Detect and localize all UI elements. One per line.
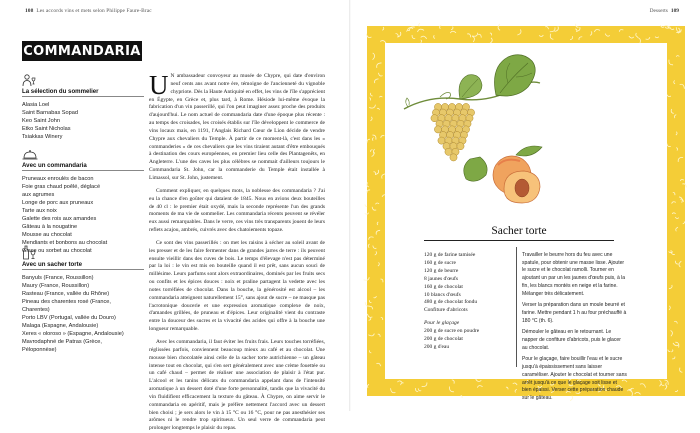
list-item: Foie gras chaud poêlé, déglacé xyxy=(22,183,101,190)
running-header-right xyxy=(650,8,682,14)
frame-speckle xyxy=(416,388,419,392)
frame-speckle xyxy=(467,34,471,38)
frame-speckle xyxy=(449,387,454,392)
frame-speckle xyxy=(671,349,673,351)
list-item: Mendiants et bonbons au chocolat xyxy=(22,240,108,247)
recipe-title: Sacher torte xyxy=(424,225,614,241)
frame-speckle xyxy=(675,261,678,264)
frame-speckle xyxy=(682,184,686,188)
frame-speckle xyxy=(451,27,453,30)
frame-speckle xyxy=(666,94,671,97)
frame-speckle xyxy=(676,148,677,151)
frame-speckle xyxy=(590,31,592,35)
frame-speckle xyxy=(661,384,664,386)
recipe-step: Verser la préparation dans un moule beurré et farine. Mettre pendant 1 h au four préchauffé à 180 °C (th. 6). xyxy=(522,302,627,324)
list-item: Saint Barnabas Sopad xyxy=(22,109,78,116)
frame-speckle xyxy=(619,30,623,32)
frame-speckle xyxy=(674,115,676,118)
page-number-right: 109 xyxy=(670,8,679,14)
frame-speckle xyxy=(550,34,553,40)
list-item: Keo Saint John xyxy=(22,117,60,124)
frame-speckle xyxy=(381,136,385,138)
frame-speckle xyxy=(666,383,668,387)
list-item: Pineau des charentes rosé (France, xyxy=(22,298,111,305)
article-paragraph: Comment expliquer, en quelques mots, la noblesse des commandaria ? J'ai eu la chance d'en goûter qui dataient de 1845. Nous en avions deux bouteilles de 40 cl : le premier était oxydé, mais la seconde représente l'un des grands moments de ma vie de sommelier. Les commandaria récents peuvent se révéler eux aussi remarquables. Dans le verre, ces vins très transparents jouent de leurs reflets acajou, ambrés, cuivrés avec des chatoiements topaze. xyxy=(149,187,325,234)
list-item: Porto LBV (Portugal, vallée du Douro) xyxy=(22,315,116,322)
frame-speckle xyxy=(673,192,675,195)
article-paragraph: U N ambassadeur convoyeur au musée de Chypre, qui date d'environ neuf cents ans avant notre ère, témoigne de l'ancienneté du vignoble chypriote. Dès la Haute Antiquité en effet, les vins de l'île s'apprécient en Égypte, en Grèce et, plus tard, à Rome. Hésiode lui-même évoque la fabrication d'un vin passerillé, qui l'on peut imaginer assez proche des produits d'aujourd'hui. Le nom actuel de commandaria date d'une époque plus récente : au temps des croisades, les croisés établis sur l'île développent le commerce de vins locaux mais, en 1191, l'Anglais Richard Cœur de Lion décide de vendre Chypre aux chevaliers du Temple. À partir de ce moment-là, c'est dans les « commanderies » de ces chevaliers que les vins tiraient autant d'être embouqués à destination des cours européennes, en premier lieu celle des Plantagenêts, en Angleterre. L'une des caves les plus célèbres se nommait d'ailleurs toujours le Commandaria St. John, car la commanderie du Temple était installée à Limassol, sur St. John, justement. xyxy=(149,70,325,181)
frame-speckle xyxy=(674,321,677,323)
frame-speckle xyxy=(372,152,374,157)
frame-speckle xyxy=(376,230,380,234)
frame-speckle xyxy=(605,34,610,37)
frame-speckle xyxy=(417,29,424,32)
frame-speckle xyxy=(594,30,600,33)
frame-speckle xyxy=(506,387,508,389)
ingredient: 480 g de chocolat fondu xyxy=(424,299,478,306)
column-divider xyxy=(516,247,517,367)
grape xyxy=(450,154,457,161)
grapes-vine-peach-illustration xyxy=(400,47,550,207)
grape xyxy=(445,148,452,155)
frame-speckle xyxy=(461,395,463,398)
frame-speckle xyxy=(378,73,382,76)
commandaria-heading: Avec un commandaria xyxy=(22,162,87,169)
drop-cap: U xyxy=(149,70,169,100)
frame-speckle xyxy=(376,363,380,366)
frame-speckle xyxy=(570,36,573,40)
list-item: Banyuls (France, Roussillon) xyxy=(22,274,94,281)
frame-speckle xyxy=(365,302,370,306)
frame-speckle xyxy=(434,35,435,38)
divider xyxy=(22,269,144,270)
frame-speckle xyxy=(659,380,661,386)
frame-speckle xyxy=(365,204,367,206)
frame-speckle xyxy=(366,34,371,38)
frame-speckle xyxy=(678,157,683,162)
frame-speckle xyxy=(391,388,396,393)
grape xyxy=(434,126,441,133)
grape xyxy=(457,143,464,150)
frame-speckle xyxy=(669,306,670,310)
frame-speckle xyxy=(368,334,374,336)
frame-speckle xyxy=(498,24,500,30)
ingredient: 120 g de farine tamisée xyxy=(424,252,476,258)
frame-speckle xyxy=(579,37,582,40)
frame-speckle xyxy=(513,383,517,385)
frame-speckle xyxy=(407,30,410,31)
frame-speckle xyxy=(371,150,373,152)
ingredient: 8 jaunes d'œufs xyxy=(424,275,458,282)
frame-speckle xyxy=(668,350,671,352)
frame-speckle xyxy=(675,390,678,392)
sommelier-heading: La sélection du sommelier xyxy=(22,88,99,95)
frame-speckle xyxy=(372,138,373,141)
frame-speckle xyxy=(368,244,369,248)
recipe-step: Travailler le beurre hors du feu avec une spatule, pour obtenir une masse lisse. Ajouter le sucre et le chocolat ramolli. Tourner en ajoutant un par un les jaunes d'œufs puis, à la fin, les blancs montés en neige et la farine. Mélanger très délicatement. xyxy=(522,252,626,297)
section-name: Desserts xyxy=(649,8,668,14)
section-banner: COMMANDARIA xyxy=(22,41,142,61)
frame-speckle xyxy=(450,31,456,33)
frame-speckle xyxy=(369,98,370,101)
list-item: Tarte aux noix xyxy=(22,207,57,214)
glaze-label: Pour le glaçage xyxy=(424,320,460,327)
frame-speckle xyxy=(378,334,380,337)
frame-speckle xyxy=(364,277,370,280)
frame-speckle xyxy=(375,79,379,83)
list-item: Gâteau à la nougatine xyxy=(22,224,78,231)
frame-speckle xyxy=(369,237,374,240)
frame-speckle xyxy=(672,357,675,359)
running-header-left xyxy=(22,8,152,14)
list-item: Péloponnèse) xyxy=(22,347,57,354)
list-item: Tsiakkas Winery xyxy=(22,133,63,140)
ingredient: 200 g de sucre en poudre xyxy=(424,328,480,335)
frame-speckle xyxy=(407,28,413,30)
frame-speckle xyxy=(367,190,370,193)
article-paragraph: Avec les commandaria, il faut éviter les fruits frais. Leurs touches torréfiées, réglissées parfois, conviennent beaucoup mieux au café et au chocolat. Une mousse bien chocolatée ainsi celle de la sacher torte autrichienne – un gâteau intense tout en chocolat, qui s'en sert généralement avec une crème fouettée ou un café chaud – permet de réaliser une association de plaisir à l'état pur. L'alcool et les tanins délicats du commandaria appelant dans de l'intensité aromatique à un dessert doté d'une forte personnalité, tandis que la vivacité du vin fluidifient efficacement la texture du gâteau. À Chypre, on aime servir le commandaria en apéritif, mais je préfère nettement l'accord avec un dessert bien choisi ; je sers alors le vin à 15 °C ou 16 °C, pour ne pas anesthésier ses arômes ni le rendre trop spiritueux. Un seul verre de commandaria peut prolonger longtemps le plaisir du repas. xyxy=(149,339,325,432)
list-item: Glace ou sorbet au chocolat xyxy=(22,248,92,255)
frame-speckle xyxy=(377,222,378,225)
frame-speckle xyxy=(373,246,377,249)
ingredient: Confiture d'abricots xyxy=(424,307,468,314)
frame-speckle xyxy=(629,36,634,38)
frame-speckle xyxy=(683,221,685,223)
frame-speckle xyxy=(365,213,369,215)
frame-speckle xyxy=(680,179,684,180)
frame-speckle xyxy=(418,388,421,391)
frame-speckle xyxy=(378,262,379,266)
list-item: Xeres « oloroso » (Espagne, Andalousie) xyxy=(22,331,124,338)
frame-speckle xyxy=(376,203,380,204)
book-title: Les accords vins et mets selon Philippe Faure-Brac xyxy=(36,8,152,14)
frame-speckle xyxy=(382,27,384,30)
recipe-step: Pour le glaçage, faire bouillir l'eau et le sucre jusqu'à épaississement sans laisser caraméliser. Ajouter le chocolat et tourner sans arrêt jusqu'à ce que le glaçage soit lisse et bien épaissi. Verser cette préparation chaude sur le gâteau. xyxy=(522,356,627,401)
frame-speckle xyxy=(375,251,377,255)
frame-speckle xyxy=(490,33,492,35)
frame-speckle xyxy=(674,80,675,84)
frame-speckle xyxy=(636,33,638,37)
frame-speckle xyxy=(369,306,373,309)
frame-speckle xyxy=(367,384,369,388)
frame-speckle xyxy=(377,63,382,68)
frame-speckle xyxy=(670,27,675,30)
frame-speckle xyxy=(371,93,373,96)
frame-speckle xyxy=(671,330,673,336)
frame-speckle xyxy=(374,296,377,298)
commandaria-pairings xyxy=(22,149,144,256)
list-item: Pruneaux enroulés de bacon xyxy=(22,175,94,182)
frame-speckle xyxy=(421,36,427,39)
frame-speckle xyxy=(381,317,383,320)
recipe-step: Démouler le gâteau en le retournant. Le napper de confiture d'abricots, puis le glacer au chocolat. xyxy=(522,329,621,351)
list-item: Longe de porc aux pruneaux xyxy=(22,199,94,206)
frame-speckle xyxy=(377,108,380,110)
frame-speckle xyxy=(381,279,383,282)
frame-speckle xyxy=(517,29,521,35)
frame-speckle xyxy=(370,117,372,121)
ingredient: 10 blancs d'œufs xyxy=(424,291,461,298)
frame-speckle xyxy=(680,368,683,373)
sacher-heading: Avec un sacher torte xyxy=(22,261,83,268)
frame-speckle xyxy=(665,380,669,385)
frame-speckle xyxy=(676,227,678,231)
frame-speckle xyxy=(680,84,685,88)
frame-speckle xyxy=(412,35,415,39)
ingredient: 200 g de chocolat xyxy=(424,336,463,343)
cloche-dish-icon xyxy=(22,149,38,161)
frame-speckle xyxy=(667,143,671,146)
frame-speckle xyxy=(660,25,664,27)
list-item: aux agrumes xyxy=(22,191,55,198)
frame-speckle xyxy=(671,109,674,113)
frame-speckle xyxy=(679,261,681,267)
frame-speckle xyxy=(374,172,376,175)
frame-speckle xyxy=(635,392,641,394)
frame-speckle xyxy=(372,207,376,210)
page-number-left: 108 xyxy=(25,8,34,14)
grape xyxy=(438,137,445,144)
frame-speckle xyxy=(539,35,543,37)
frame-speckle xyxy=(422,382,427,386)
ingredient: 160 g de chocolat xyxy=(424,283,463,290)
list-item: Galette des rois aux amandes xyxy=(22,216,97,223)
wine-bottle-glass-icon xyxy=(22,245,36,260)
frame-speckle xyxy=(672,202,676,204)
list-item: Mavrodaphné de Patras (Grèce, xyxy=(22,339,102,346)
ingredients-list xyxy=(424,252,512,352)
sommelier-selection xyxy=(22,74,144,141)
frame-speckle xyxy=(369,300,371,302)
frame-speckle xyxy=(675,217,679,218)
book-gutter xyxy=(349,0,351,411)
frame-speckle xyxy=(629,390,632,396)
divider xyxy=(22,96,144,97)
frame-speckle xyxy=(655,37,659,38)
list-item: Charentes) xyxy=(22,306,50,313)
list-item: Mousse au chocolat xyxy=(22,232,72,239)
recipe-steps xyxy=(522,252,627,407)
frame-speckle xyxy=(679,197,682,203)
sacher-pairings xyxy=(22,245,144,355)
frame-speckle xyxy=(401,383,404,385)
frame-speckle xyxy=(672,213,675,214)
frame-speckle xyxy=(379,96,382,97)
frame-speckle xyxy=(472,33,478,36)
article-paragraph: Ce sont des vins passerillés : on met les raisins à sécher au soleil avant de les presser et de les faire fermenter dans de grandes jarres de terre : ils peuvent ensuite vieillir dans des cuves de bois. Le temps d'élevage n'est pas déterminé par la loi : le vin est mis en bouteille quand il est prêt, sans aucun souci de millésime. Leurs parfums sont alors extraordinaires, dominés par les fruits secs ou confits et les épices douces : noix et praline partagent la vedette avec les notes torréfiées de chocolat. Dans la bouche, la générosité est alcool – les commandaria atteignent naturellement 15°, sans ajout de sucre – ne masque pas l'acrotonique doucerie et une expression aromatique complexe de noix, d'amandes grillées, de pruneau et d'épices. Leur originalité vient du contraste entre la douceur des sucres et la vivacité des acides qui offre à la bouche une longueur remarquable. xyxy=(149,239,325,333)
frame-speckle xyxy=(478,34,481,37)
frame-speckle xyxy=(367,182,369,187)
frame-speckle xyxy=(367,314,372,317)
frame-speckle xyxy=(669,285,672,289)
frame-speckle xyxy=(545,27,548,30)
sommelier-tasting-icon xyxy=(22,74,36,87)
frame-speckle xyxy=(440,25,442,29)
frame-speckle xyxy=(640,384,646,388)
frame-speckle xyxy=(396,34,399,37)
frame-speckle xyxy=(452,380,454,384)
list-item: Etko Saint Nicholas xyxy=(22,125,71,132)
frame-speckle xyxy=(472,36,474,42)
frame-speckle xyxy=(646,37,650,39)
frame-speckle xyxy=(515,389,517,392)
frame-speckle xyxy=(370,350,372,353)
list-item: Malaga (Espagne, Andalousie) xyxy=(22,323,99,330)
list-item: Rasteau (France, vallée du Rhône) xyxy=(22,290,110,297)
frame-speckle xyxy=(476,379,482,381)
frame-speckle xyxy=(367,139,370,142)
list-item: Alasia Loel xyxy=(22,101,50,108)
frame-speckle xyxy=(373,53,375,60)
frame-speckle xyxy=(372,135,376,140)
frame-speckle xyxy=(575,29,577,32)
ingredient: 160 g de sucre xyxy=(424,259,456,266)
frame-speckle xyxy=(576,24,579,27)
ingredient: 200 g d'eau xyxy=(424,343,450,350)
divider xyxy=(22,170,144,171)
ingredient: 120 g de beurre xyxy=(424,267,459,274)
frame-speckle xyxy=(369,105,375,108)
frame-speckle xyxy=(669,60,673,65)
list-item: Maury (France, Roussillon) xyxy=(22,282,90,289)
article-body xyxy=(149,70,325,433)
grape xyxy=(431,115,438,122)
frame-speckle xyxy=(676,56,679,57)
frame-speckle xyxy=(369,318,371,321)
frame-speckle xyxy=(419,23,420,26)
frame-speckle xyxy=(550,27,555,31)
frame-speckle xyxy=(477,386,482,388)
frame-speckle xyxy=(676,132,677,135)
